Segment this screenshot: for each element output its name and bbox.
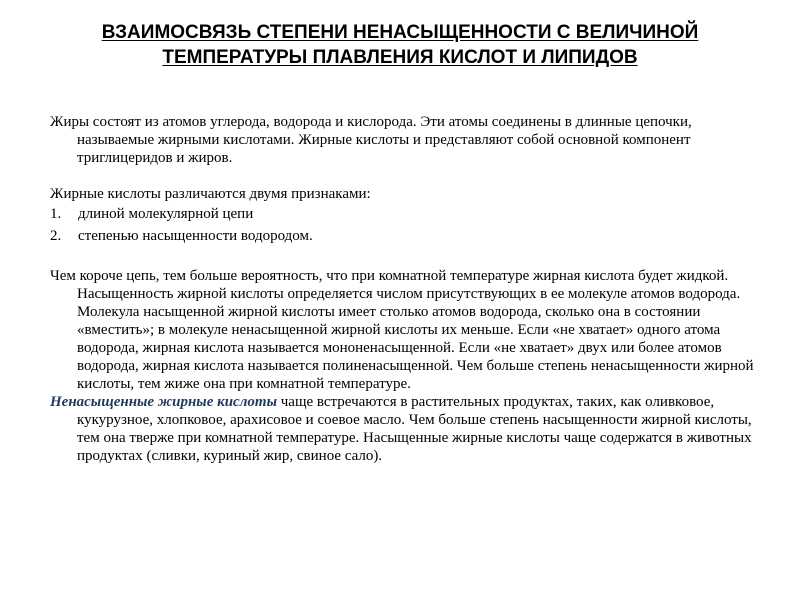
- list-item-number: 1.: [50, 206, 62, 222]
- features-heading: Жирные кислоты различаются двумя признаками:: [50, 186, 371, 202]
- unsaturated-emphasis: Ненасыщенные жирные кислоты: [50, 394, 277, 410]
- spacer: [50, 249, 762, 267]
- slide-title: ВЗАИМОСВЯЗЬ СТЕПЕНИ НЕНАСЫЩЕННОСТИ С ВЕЛИЧИНОЙ ТЕМПЕРАТУРЫ ПЛАВЛЕНИЯ КИСЛОТ И ЛИПИДОВ: [101, 22, 699, 68]
- unsaturated-paragraph: [50, 393, 762, 465]
- list-item: [50, 205, 762, 223]
- list-item-text: длиной молекулярной цепи: [78, 206, 254, 222]
- intro-paragraph: Жиры состоят из атомов углерода, водорода и кислорода. Эти атомы соединены в длинные цепочки, называемые жирными кислотами. Жирные кислоты и представляют собой основной компонент триглицеридов и жиров.: [50, 114, 692, 166]
- slide-body: [50, 113, 762, 465]
- list-item-number: 2.: [50, 228, 62, 244]
- list-item: [50, 227, 762, 245]
- list-item-text: степенью насыщенности водородом.: [78, 228, 313, 244]
- chain-length-paragraph: Чем короче цепь, тем больше вероятность, что при комнатной температуре жирная кислота будет жидкой. Насыщенность жирной кислоты определяется числом присутствующих в ее молекуле атомов водорода. Молекула насыщенной жирной кислоты имеет столько атомов водорода, сколько она в состоянии «вместить»; в молекуле ненасыщенной жирной кислоты их меньше. Если «не хватает» одного атома водорода, жирная кислота называется мононенасыщенной. Если «не хватает» двух или более атомов водорода, жирная кислота называется полиненасыщенной. Чем больше степень ненасыщенности жирной кислоты, тем жиже она при комнатной температуре.: [50, 268, 754, 392]
- spacer: [50, 167, 762, 185]
- unsaturated-text: чаще встречаются в растительных продуктах, таких, как оливковое, кукурузное, хлопковое, арахисовое и соевое масло. Чем больше степень насыщенности жирной кислоты, тем она тверже при комнатной температуре. Насыщенные жирные кислоты чаще содержатся в животных продуктах (сливки, куриный жир, свиное сало).: [77, 394, 752, 464]
